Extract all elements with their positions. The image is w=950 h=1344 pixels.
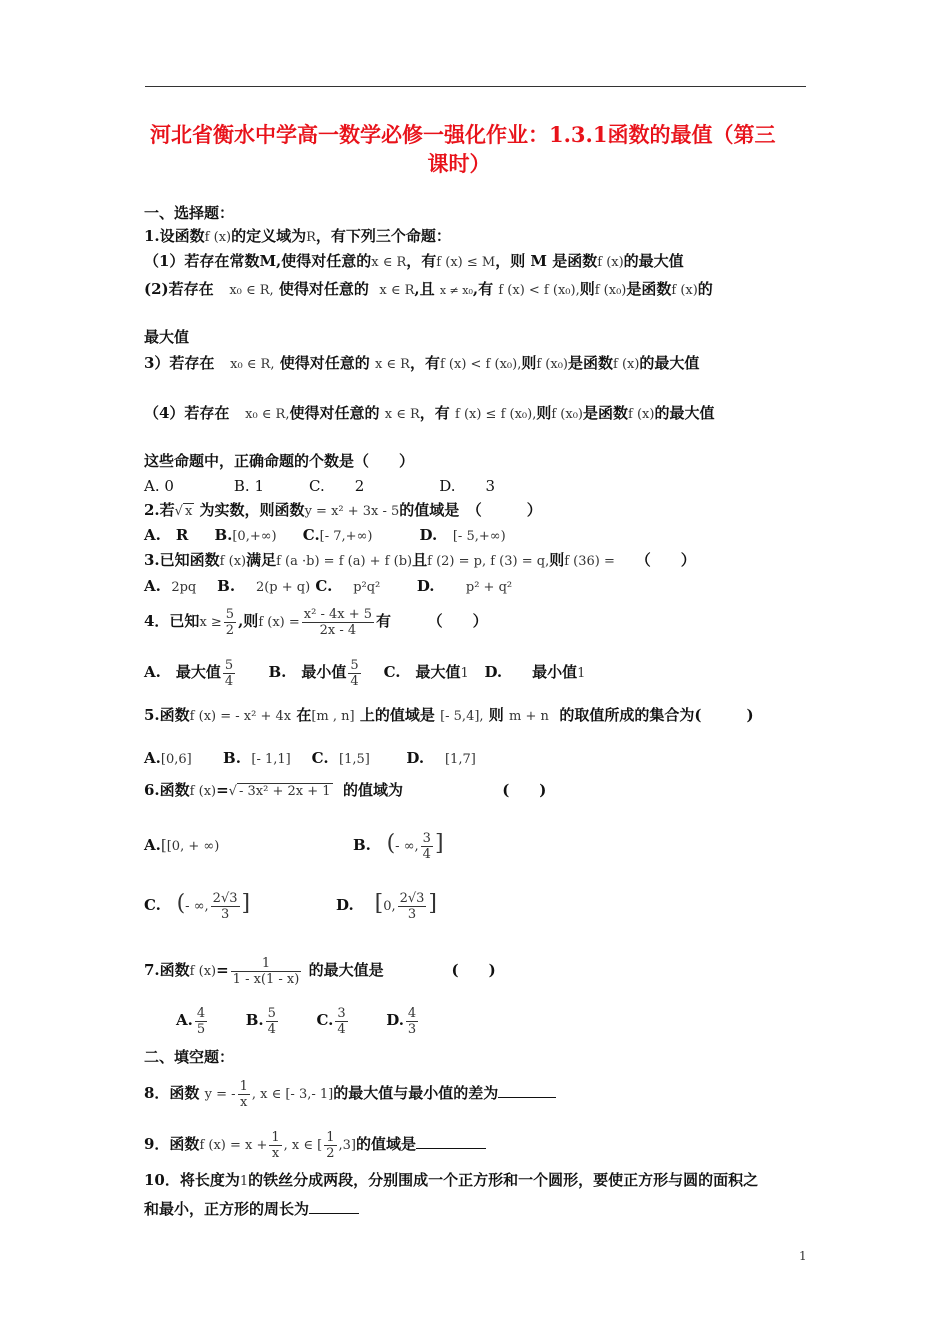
q6-stem: 6.函数f (x)=√ - 3x² + 2x + 1 的值域为 ( )	[144, 781, 547, 799]
q3-options: A. 2pq B. 2(p + q) C. p²q² D. p² + q²	[144, 577, 513, 595]
q3-stem: 3.已知函数f (x)满足f (a ·b) = f (a) + f (b)且f (2) = p, f (3) = q,则f (36) = （ ）	[144, 551, 696, 569]
q6-option-b: B. (- ∞, $\frac{3}{4}$ ]	[353, 830, 444, 862]
q6-option-a: A.[[0, + ∞)	[144, 836, 220, 854]
q9-stem: 9．函数f (x) = x + $\frac{1}{x}$ , x ∈ [ $\frac{1}{2}$ ,3]的值域是	[144, 1124, 486, 1166]
section-heading-fill: 二、填空题：	[144, 1048, 235, 1066]
q1-question: 这些命题中，正确命题的个数是（ ）	[144, 452, 415, 470]
title-line-2: 课时）	[427, 151, 491, 176]
q1-proposition-2: (2)若存在 x₀ ∈ R, 使得对任意的 x ∈ R,且 x ≠ x₀,有 f (x) < f (x₀),则f (x₀)是函数f (x)的	[144, 280, 713, 298]
section-heading-choice: 一、选择题：	[144, 204, 235, 222]
q1-stem: 1.设函数f (x)的定义域为R，有下列三个命题：	[144, 227, 451, 245]
q7-stem: 7.函数f (x)= $\frac{1}{1 - x(1 - x)}$ 的最大值是 ( )	[144, 955, 496, 987]
q4-stem: 4．已知x ≥ $\frac{5}{2}$ ,则f (x) = $\frac{\text{x² - 4x + 5}}{2x - 4}$ 有 （ ）	[144, 606, 488, 638]
q8-stem: 8．函数 y = - $\frac{1}{x}$ , x ∈ [- 3,- 1]的最大值与最小值的差为	[144, 1073, 556, 1115]
q1-proposition-1: （1）若存在常数M,使得对任意的x ∈ R，有f (x) ≤ M，则 M 是函数f (x)的最大值	[144, 252, 684, 270]
q2-stem: 2.若√ x 为实数，则函数y = x² + 3x - 5的值域是 （ ）	[144, 501, 542, 519]
q7-options: A. $\frac{4}{5}$ B. $\frac{5}{4}$ C. $\frac{3}{4}$ D. $\frac{4}{3}$	[176, 1005, 417, 1037]
q1-proposition-2-end: 最大值	[144, 328, 190, 346]
q5-options: A.[0,6] B. [- 1,1] C. [1,5] D. [1,7]	[144, 749, 476, 767]
q8-answer-blank[interactable]	[498, 1097, 556, 1098]
q6-option-c: C. (- ∞, $\frac{2√3}{3}$ ]	[144, 890, 251, 922]
q2-options: A. R B.[0,+∞) C.[- 7,+∞) D. [- 5,+∞)	[144, 526, 506, 544]
document-title	[150, 120, 810, 178]
header-rule	[145, 86, 806, 87]
q9-answer-blank[interactable]	[416, 1148, 486, 1149]
q10-line-1: 10．将长度为1的铁丝分成两段，分别围成一个正方形和一个圆形，要使正方形与圆的面积之	[144, 1171, 759, 1189]
q1-proposition-4: （4）若存在 x₀ ∈ R,使得对任意的 x ∈ R，有 f (x) ≤ f (x₀),则f (x₀)是函数f (x)的最大值	[144, 404, 715, 422]
q5-stem: 5.函数f (x) = - x² + 4x 在[m , n] 上的值域是 [- 5,4], 则 m + n 的取值所成的集合为( )	[144, 706, 754, 724]
q4-options: A. 最大值 $\frac{5}{4}$ B. 最小值 $\frac{5}{4}$ C. 最大值1 D. 最小值1	[144, 657, 586, 689]
q10-answer-blank[interactable]	[309, 1213, 359, 1214]
q6-option-d: D. [0, $\frac{2√3}{3}$ ]	[336, 890, 438, 922]
title-line-1: 河北省衡水中学高一数学必修一强化作业：1.3.1函数的最值（第三	[150, 122, 776, 147]
q1-proposition-3: 3）若存在 x₀ ∈ R, 使得对任意的 x ∈ R，有f (x) < f (x₀),则f (x₀)是函数f (x)的最大值	[144, 354, 700, 372]
q10-line-2: 和最小，正方形的周长为	[144, 1199, 359, 1219]
page-number: 1	[799, 1249, 807, 1263]
q1-options: A. 0 B. 1 C. 2 D. 3	[144, 477, 496, 495]
